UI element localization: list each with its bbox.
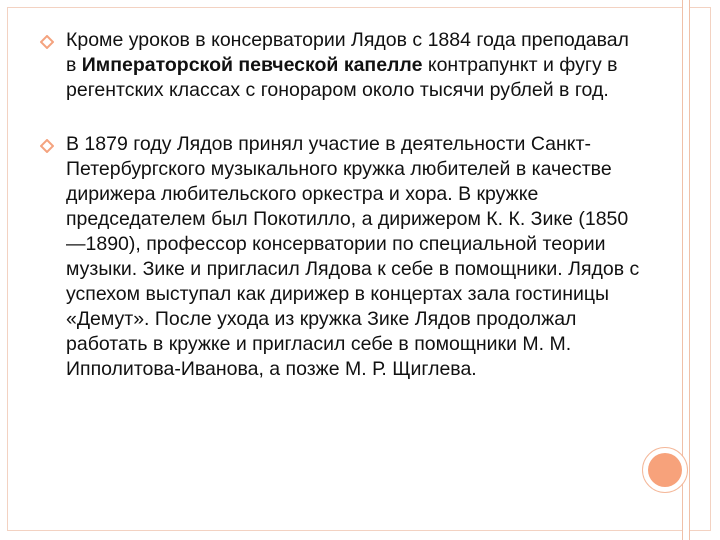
paragraph-text-part: Кроме уроков в консерватории Лядов с 1884 года преподавал в bbox=[66, 29, 629, 76]
hollow-diamond-bullet-icon bbox=[40, 35, 54, 49]
decorative-circle-dot bbox=[648, 453, 682, 487]
bullet-paragraph-1 bbox=[40, 28, 640, 103]
paragraph-bold-phrase: Императорской певческой капелле bbox=[81, 54, 423, 76]
bullet-paragraph-2 bbox=[40, 132, 640, 382]
slide-body bbox=[40, 28, 640, 382]
paragraph-text-part: контрапункт и фугу в регентских классах с гонораром около тысячи рублей в год. bbox=[66, 54, 618, 101]
paragraph-text-part: В 1879 году Лядов принял участие в деятельности Санкт-Петербургского музыкального кружка любителей в качестве дирижера любительского оркестра и хора. В кружке председателем был Покотилло, а дирижером К. К. Зике (1850—1890), профессор консерватории по специальной теории музыки. Зике и пригласил Лядова к себе в помощники. Лядов с успехом выступал как дирижер в концертах зала гостиницы «Демут». После ухода из кружка Зике Лядов продолжал работать в кружке и пригласил себе в помощники М. М. Ипполитова-Иванова, а позже М. Р. Щиглева. bbox=[66, 133, 640, 380]
hollow-diamond-bullet-icon bbox=[40, 139, 54, 153]
